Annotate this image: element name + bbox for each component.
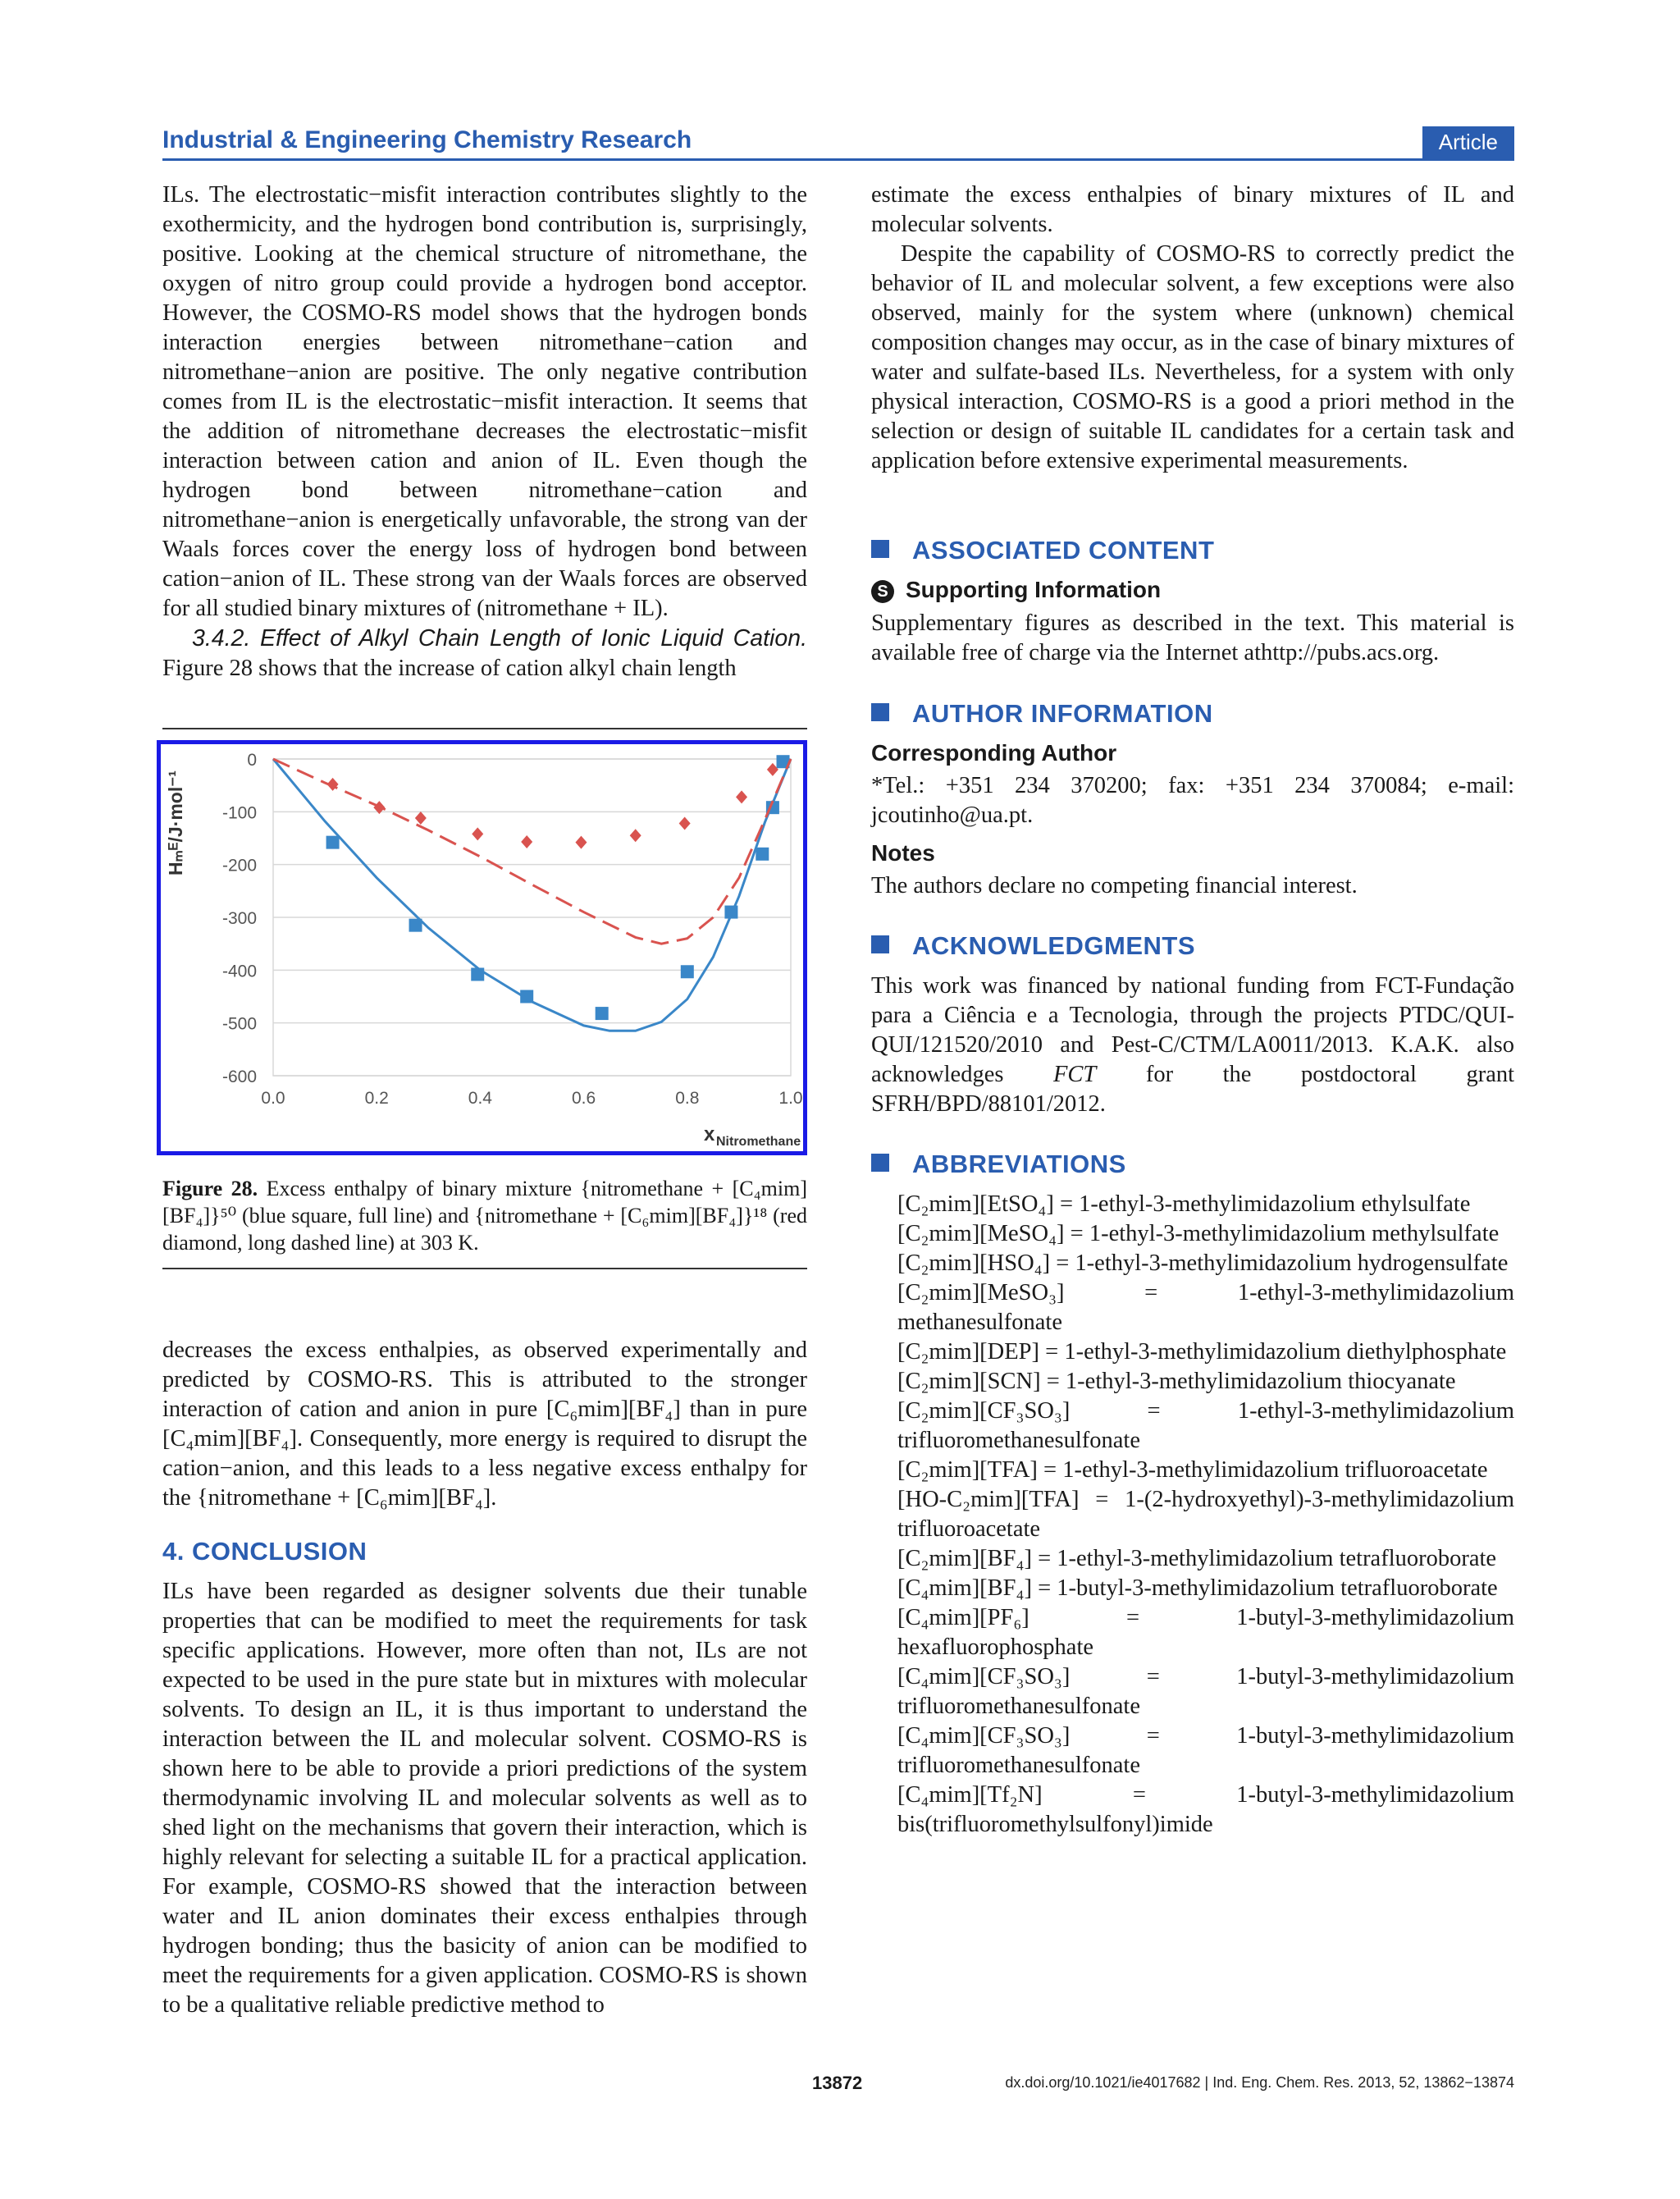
ack-fct: FCT [1053,1062,1097,1087]
corresponding-author-title: Corresponding Author [871,740,1117,766]
chart-y-axis-label: Hₘᴱ/J·mol⁻¹ [165,770,186,876]
chart-y-tick-label: 0 [247,751,257,770]
section-square-icon [871,540,889,558]
chart-x-tick-label: 1.0 [778,1089,803,1108]
section-square-icon [871,1154,889,1172]
paragraph-left-1: ILs. The electrostatic−misfit interaction contributes slightly to the exothermicity, and the hydrogen bond contribution is, surprisingly, positive. Looking at the chemical structure of nitromethane, the oxygen of nitro group could provide a hydrogen bond acceptor. However, the COSMO-RS model shows that the hydrogen bonds interaction energies between nitromethane−cation and nitromethane−anion are positive. The only negative contribution comes from IL is the electrostatic−misfit interaction. It seems that the addition of nitromethane decreases the electrostatic−misfit interaction between cation and anion of IL. Even though the hydrogen bond between nitromethane−cation and nitromethane−anion is energetically unfavorable, the strong van der Waals forces cover the energy loss of hydrogen bond between cation−anion of IL. These strong van der Waals forces are observed for all studied binary mixtures of (nitromethane + IL). [162,182,807,621]
left-column-top [162,181,807,683]
data-point-square [681,965,694,978]
chart-x-tick-label: 0.4 [468,1089,493,1108]
chart-y-tick-label: -500 [221,1014,257,1034]
subsection-text: Figure 28 shows that the increase of cation alkyl chain length [162,656,737,681]
abbreviation-item: [C₂mim][DEP] = 1-ethyl-3-methylimidazolium diethylphosphate [897,1339,1507,1365]
subsection-title: Effect of Alkyl Chain Length of Ionic Liquid Cation. [259,625,807,651]
corresponding-author-body [871,771,1514,830]
data-point-diamond [575,836,587,849]
figure-bottom-rule [162,1268,807,1269]
data-point-square [326,836,340,849]
abbreviations-list [897,1190,1514,1840]
ack-text-post: for the postdoctoral grant SFRH/BPD/88101/2012. [871,1062,1515,1117]
chart-x-tick-label: 0.0 [261,1089,285,1108]
data-point-square [756,848,769,861]
data-point-square [596,1007,609,1020]
abbreviations-heading-text: ABBREVIATIONS [912,1150,1126,1178]
subsection-3-4-2 [162,624,807,683]
paragraph-conclusion: ILs have been regarded as designer solvents due their tunable properties that can be modified to meet the requirements for task specific applications. However, more often than not, ILs are not expected to be used in the pure state but in mixtures with molecular solvents. To design an IL, it is thus important to understand the interaction between the IL and molecular solvent. COSMO-RS is shown here to be able to provide a priori predictions of the system thermodynamic involving IL and molecular solvents as well as to shed light on the mechanisms that govern their interaction, which is highly relevant for selecting a suitable IL for a practical application. For example, COSMO-RS showed that the interaction between water and IL anion dominates their excess enthalpies through hydrogen bonding; thus the basicity of anion can be modified to meet the requirements for a given application. COSMO-RS is shown to be a qualitative reliable predictive method to [162,1579,807,2018]
abbreviation-item: [C₄mim][CF₃SO₃] = 1-butyl-3-methylimidazolium trifluoromethanesulfonate [897,1723,1514,1778]
abbreviation-item: [C₂mim][HSO₄] = 1-ethyl-3-methylimidazolium hydrogensulfate [897,1250,1509,1276]
abbreviation-item: [HO-C₂mim][TFA] = 1-(2-hydroxyethyl)-3-methylimidazolium trifluoroacetate [897,1487,1514,1542]
acknowledgments-body [871,971,1514,1119]
chart-x-tick-label: 0.6 [571,1089,596,1108]
paragraph-right-1: estimate the excess enthalpies of binary mixtures of IL and molecular solvents. [871,182,1514,237]
caption-label: Figure 28. [162,1177,258,1200]
footer-doi[interactable]: dx.doi.org/10.1021/ie4017682 | Ind. Eng. Chem. Res. 2013, 52, 13862−13874 [1005,2074,1514,2091]
page-number: 13872 [812,2073,863,2093]
notes-text: The authors declare no competing financial interest. [871,873,1358,898]
ack-text-pre: This work was financed by national funding from FCT-Fundação para a Ciência e a Tecnologia, through the projects PTDC/QUI-QUI/121520/2010 and Pest-C/CTM/LA0011/2013. K.A.K. also acknowledges [871,973,1514,1087]
associated-content-heading [871,536,1214,565]
header-rule [162,158,1514,161]
conclusion-body [162,1577,807,2020]
section-square-icon [871,703,889,721]
abbreviation-item: [C₄mim][PF₆] = 1-butyl-3-methylimidazolium hexafluorophosphate [897,1605,1514,1660]
abbreviation-item: [C₂mim][CF₃SO₃] = 1-ethyl-3-methylimidazolium trifluoromethanesulfonate [897,1398,1514,1453]
data-point-diamond [679,816,691,830]
journal-title[interactable]: Industrial & Engineering Chemistry Research [162,126,692,153]
paragraph-left-2: decreases the excess enthalpies, as observed experimentally and predicted by COSMO-RS. This is attributed to the stronger interaction of cation and anion in pure [C₆mim][BF₄] than in pure [C₄mim][BF₄]. Consequently, more energy is required to disrupt the cation−anion, and this leads to a less negative excess enthalpy for the {nitromethane + [C₆mim][BF₄]. [162,1337,807,1511]
data-point-diamond [521,835,532,848]
data-point-diamond [415,811,427,825]
notes-title: Notes [871,840,935,866]
acknowledgments-text [871,971,1514,1119]
abbreviation-item: [C₄mim][BF₄] = 1-butyl-3-methylimidazolium tetrafluoroborate [897,1575,1498,1601]
chart-x-axis-label-subscript: Nitromethane [716,1135,801,1149]
chart-y-tick-label: -600 [221,1067,257,1086]
series-line-c6mim-dashed [273,759,791,944]
supporting-info-body [871,609,1514,668]
right-column-top [871,181,1514,476]
left-column-bottom [162,1336,807,1513]
author-info-heading [871,699,1213,729]
supporting-info-title [871,577,1161,603]
figure-top-rule [162,728,807,729]
corresponding-author-text: *Tel.: +351 234 370200; fax: +351 234 370084; e-mail: jcoutinho@ua.pt. [871,773,1514,828]
abbreviation-item: [C₂mim][BF₄] = 1-ethyl-3-methylimidazolium tetrafluoroborate [897,1546,1497,1571]
supporting-info-text: Supplementary figures as described in the text. This material is available free of charge via the Internet athttp://pubs.acs.org. [871,610,1514,665]
abbreviation-item: [C₂mim][TFA] = 1-ethyl-3-methylimidazolium trifluoroacetate [897,1457,1488,1483]
acknowledgments-heading [871,931,1195,961]
chart-y-tick-label: -200 [221,856,257,875]
paragraph-right-2: Despite the capability of COSMO-RS to correctly predict the behavior of IL and molecular solvent, a few exceptions were also observed, mainly for the system where (unknown) chemical composition changes may occur, as in the case of binary mixtures of water and sulfate-based ILs. Nevertheless, for a system with only physical interaction, COSMO-RS is a good a priori method in the selection or design of suitable IL candidates for a certain task and application before extensive experimental measurements. [871,241,1514,473]
abbreviation-item: [C₄mim][Tf₂N] = 1-butyl-3-methylimidazolium bis(trifluoromethylsulfonyl)imide [897,1782,1514,1837]
associated-content-heading-text: ASSOCIATED CONTENT [912,536,1215,565]
chart-y-tick-label: -400 [221,962,257,981]
author-info-heading-text: AUTHOR INFORMATION [912,699,1213,728]
section-square-icon [871,935,889,953]
data-point-diamond [736,790,747,803]
chart-series [273,755,791,1031]
figure-caption [162,1175,807,1256]
abbreviation-item: [C₄mim][CF₃SO₃] = 1-butyl-3-methylimidazolium trifluoromethanesulfonate [897,1664,1514,1719]
figure-28-chart [161,744,803,1151]
supporting-info-icon: S [871,580,894,603]
abbreviations-heading [871,1150,1126,1179]
data-point-diamond [472,827,483,840]
data-point-square [471,967,484,981]
page-header [162,123,1514,161]
data-point-diamond [630,829,641,842]
figure-28 [157,740,807,1155]
chart-y-tick-label: -300 [221,909,257,928]
notes-body [871,871,1514,901]
chart-x-tick-label: 0.8 [675,1089,700,1108]
abbreviation-item: [C₂mim][MeSO₄] = 1-ethyl-3-methylimidazolium methylsulfate [897,1221,1500,1246]
abbreviation-item: [C₂mim][EtSO₄] = 1-ethyl-3-methylimidazolium ethylsulfate [897,1191,1471,1217]
caption-text: Excess enthalpy of binary mixture {nitromethane + [C₄mim][BF₄]}⁵⁰ (blue square, full line) and {nitromethane + [C₆mim][BF₄]}¹⁸ (red diamond, long dashed line) at 303 K. [162,1177,807,1255]
abbreviation-item: [C₂mim][SCN] = 1-ethyl-3-methylimidazolium thiocyanate [897,1369,1456,1394]
supporting-info-title-text: Supporting Information [906,577,1162,602]
acknowledgments-heading-text: ACKNOWLEDGMENTS [912,931,1196,960]
conclusion-heading: 4. CONCLUSION [162,1537,368,1566]
chart-x-axis-label: x [704,1123,715,1145]
subsection-number: 3.4.2. [192,625,251,651]
abbreviation-item: [C₂mim][MeSO₃] = 1-ethyl-3-methylimidazolium methanesulfonate [897,1280,1514,1335]
article-badge: Article [1422,126,1514,158]
chart-x-tick-label: 0.2 [364,1089,389,1108]
chart-y-tick-label: -100 [221,803,257,823]
